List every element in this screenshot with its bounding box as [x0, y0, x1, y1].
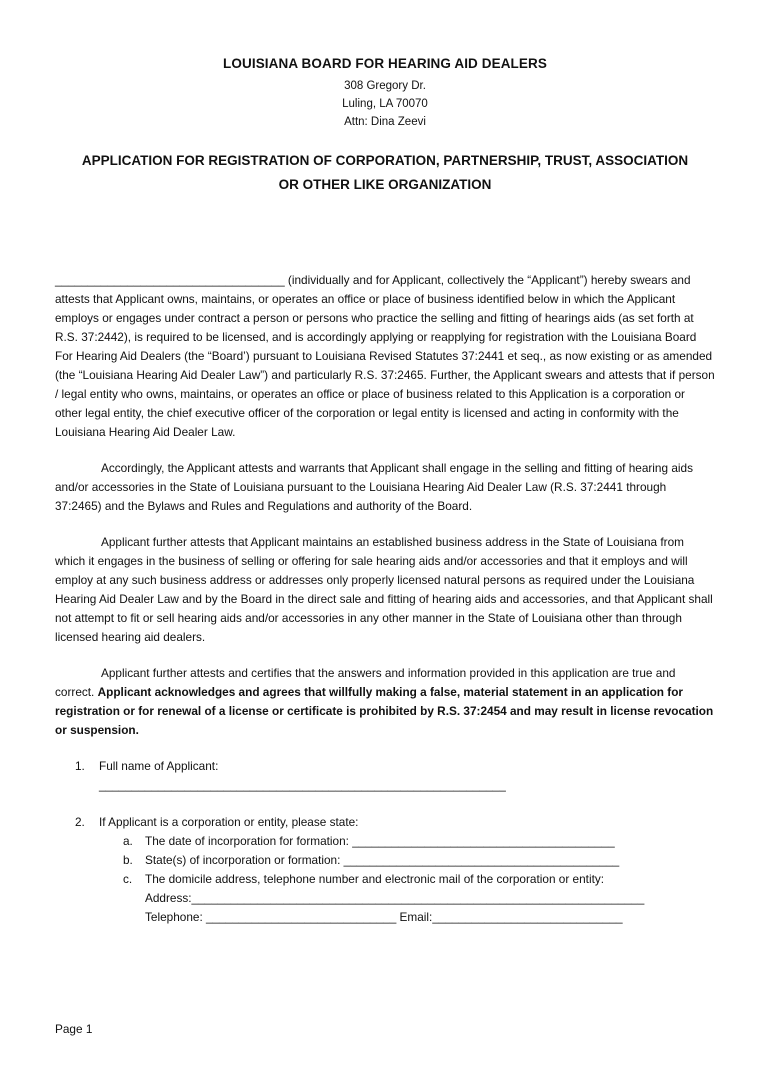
letterhead — [0, 56, 770, 131]
question-full-name — [55, 757, 715, 795]
address-field[interactable]: Address:_____________________________________________________________________ — [145, 891, 645, 905]
incorporation-date-field[interactable]: The date of incorporation for formation: ________________________________________ — [145, 834, 615, 848]
sub-letter: c. — [123, 872, 133, 886]
document-page — [0, 56, 770, 1080]
question-number: 2. — [75, 815, 85, 829]
certification-text: Applicant further attests and certifies that the answers and information provided in this application are true and correct. — [55, 666, 676, 699]
org-address — [0, 77, 770, 131]
question-entity-info — [55, 813, 715, 927]
address-street: 308 Gregory Dr. — [344, 80, 426, 92]
paragraph-applicant-declaration: ___________________________________ (individually and for Applicant, collectively the “Applicant”) hereby swears and attests that Applicant owns, maintains, or operates an office or place of business identified below in which the Applicant employs or engages under contract a person or persons who practice the selling and fitting of hearings aids (as set forth at R.S. 37:2442), is required to be licensed, and is accordingly applying or reapplying for registration with the Louisiana Board For Hearing Aid Dealers (the “Board’) pursuant to Louisiana Revised Statutes 37:2441 et seq., as now existing or as amended (the “Louisiana Hearing Aid Dealer Law”) and particularly R.S. 37:2465. Further, the Applicant swears and attests that if person / legal entity who owns, maintains, or operates an office or place of business related to this Application is a corporation or other legal entity, the chief executive officer of the corporation or legal entity is licensed and acting in conformity with the Louisiana Hearing Aid Dealer Law. — [55, 273, 715, 439]
document-title — [0, 149, 770, 197]
title-line-2: OR OTHER LIKE ORGANIZATION — [278, 177, 492, 192]
sub-question-incorporation-state[interactable] — [99, 851, 715, 870]
sub-letter: b. — [123, 853, 133, 867]
telephone-email-fields[interactable]: Telephone: _____________________________ Email:_____________________________ — [145, 910, 623, 924]
sub-question-incorporation-date[interactable] — [99, 832, 715, 851]
paragraph-attestation: Accordingly, the Applicant attests and warrants that Applicant shall engage in the selling and fitting of hearing aids and/or accessories in the State of Louisiana pursuant to the Louisiana Hearing Aid Dealer Law (R.S. 37:2441 through 37:2465) and the Bylaws and Rules and Regulations and authority of the Board. — [55, 461, 693, 513]
paragraph-certification — [55, 664, 715, 740]
sub-question-contact-info — [99, 870, 715, 927]
application-questions — [55, 757, 715, 927]
contact-info-label: The domicile address, telephone number and electronic mail of the corporation or entity: — [145, 872, 605, 886]
title-line-1: APPLICATION FOR REGISTRATION OF CORPORATION, PARTNERSHIP, TRUST, ASSOCIATION — [81, 153, 689, 168]
question-label: If Applicant is a corporation or entity, please state: — [99, 815, 359, 829]
certification-warning: Applicant acknowledges and agrees that willfully making a false, material statement in an application for registration or for renewal of a license or certificate is prohibited by R.S. 37:2454 and may result in license revocation or suspension. — [55, 685, 714, 737]
incorporation-state-field[interactable]: State(s) of incorporation or formation: __________________________________________ — [145, 853, 620, 867]
address-city: Luling, LA 70070 — [342, 98, 428, 110]
document-body — [55, 271, 715, 945]
page-number: Page 1 — [55, 1022, 93, 1036]
address-attn: Attn: Dina Zeevi — [344, 116, 426, 128]
question-label: Full name of Applicant: — [99, 759, 219, 773]
question-number: 1. — [75, 759, 85, 773]
full-name-field[interactable]: ______________________________________________________________ — [99, 778, 506, 792]
org-name: LOUISIANA BOARD FOR HEARING AID DEALERS — [223, 56, 547, 71]
paragraph-business-address: Applicant further attests that Applicant maintains an established business address in the State of Louisiana from which it engages in the business of selling or offering for sale hearing aids and/or accessories and that it employs and will employ at any such business address or addresses only properly licensed natural persons as required under the Louisiana Hearing Aid Dealer Law and by the Board in the direct sale and fitting of hearing aids and accessories, and that Applicant shall not attempt to fit or sell hearing aids and/or accessories in any other manner in the State of Louisiana other than through licensed hearing aid dealers. — [55, 535, 713, 644]
sub-letter: a. — [123, 834, 133, 848]
